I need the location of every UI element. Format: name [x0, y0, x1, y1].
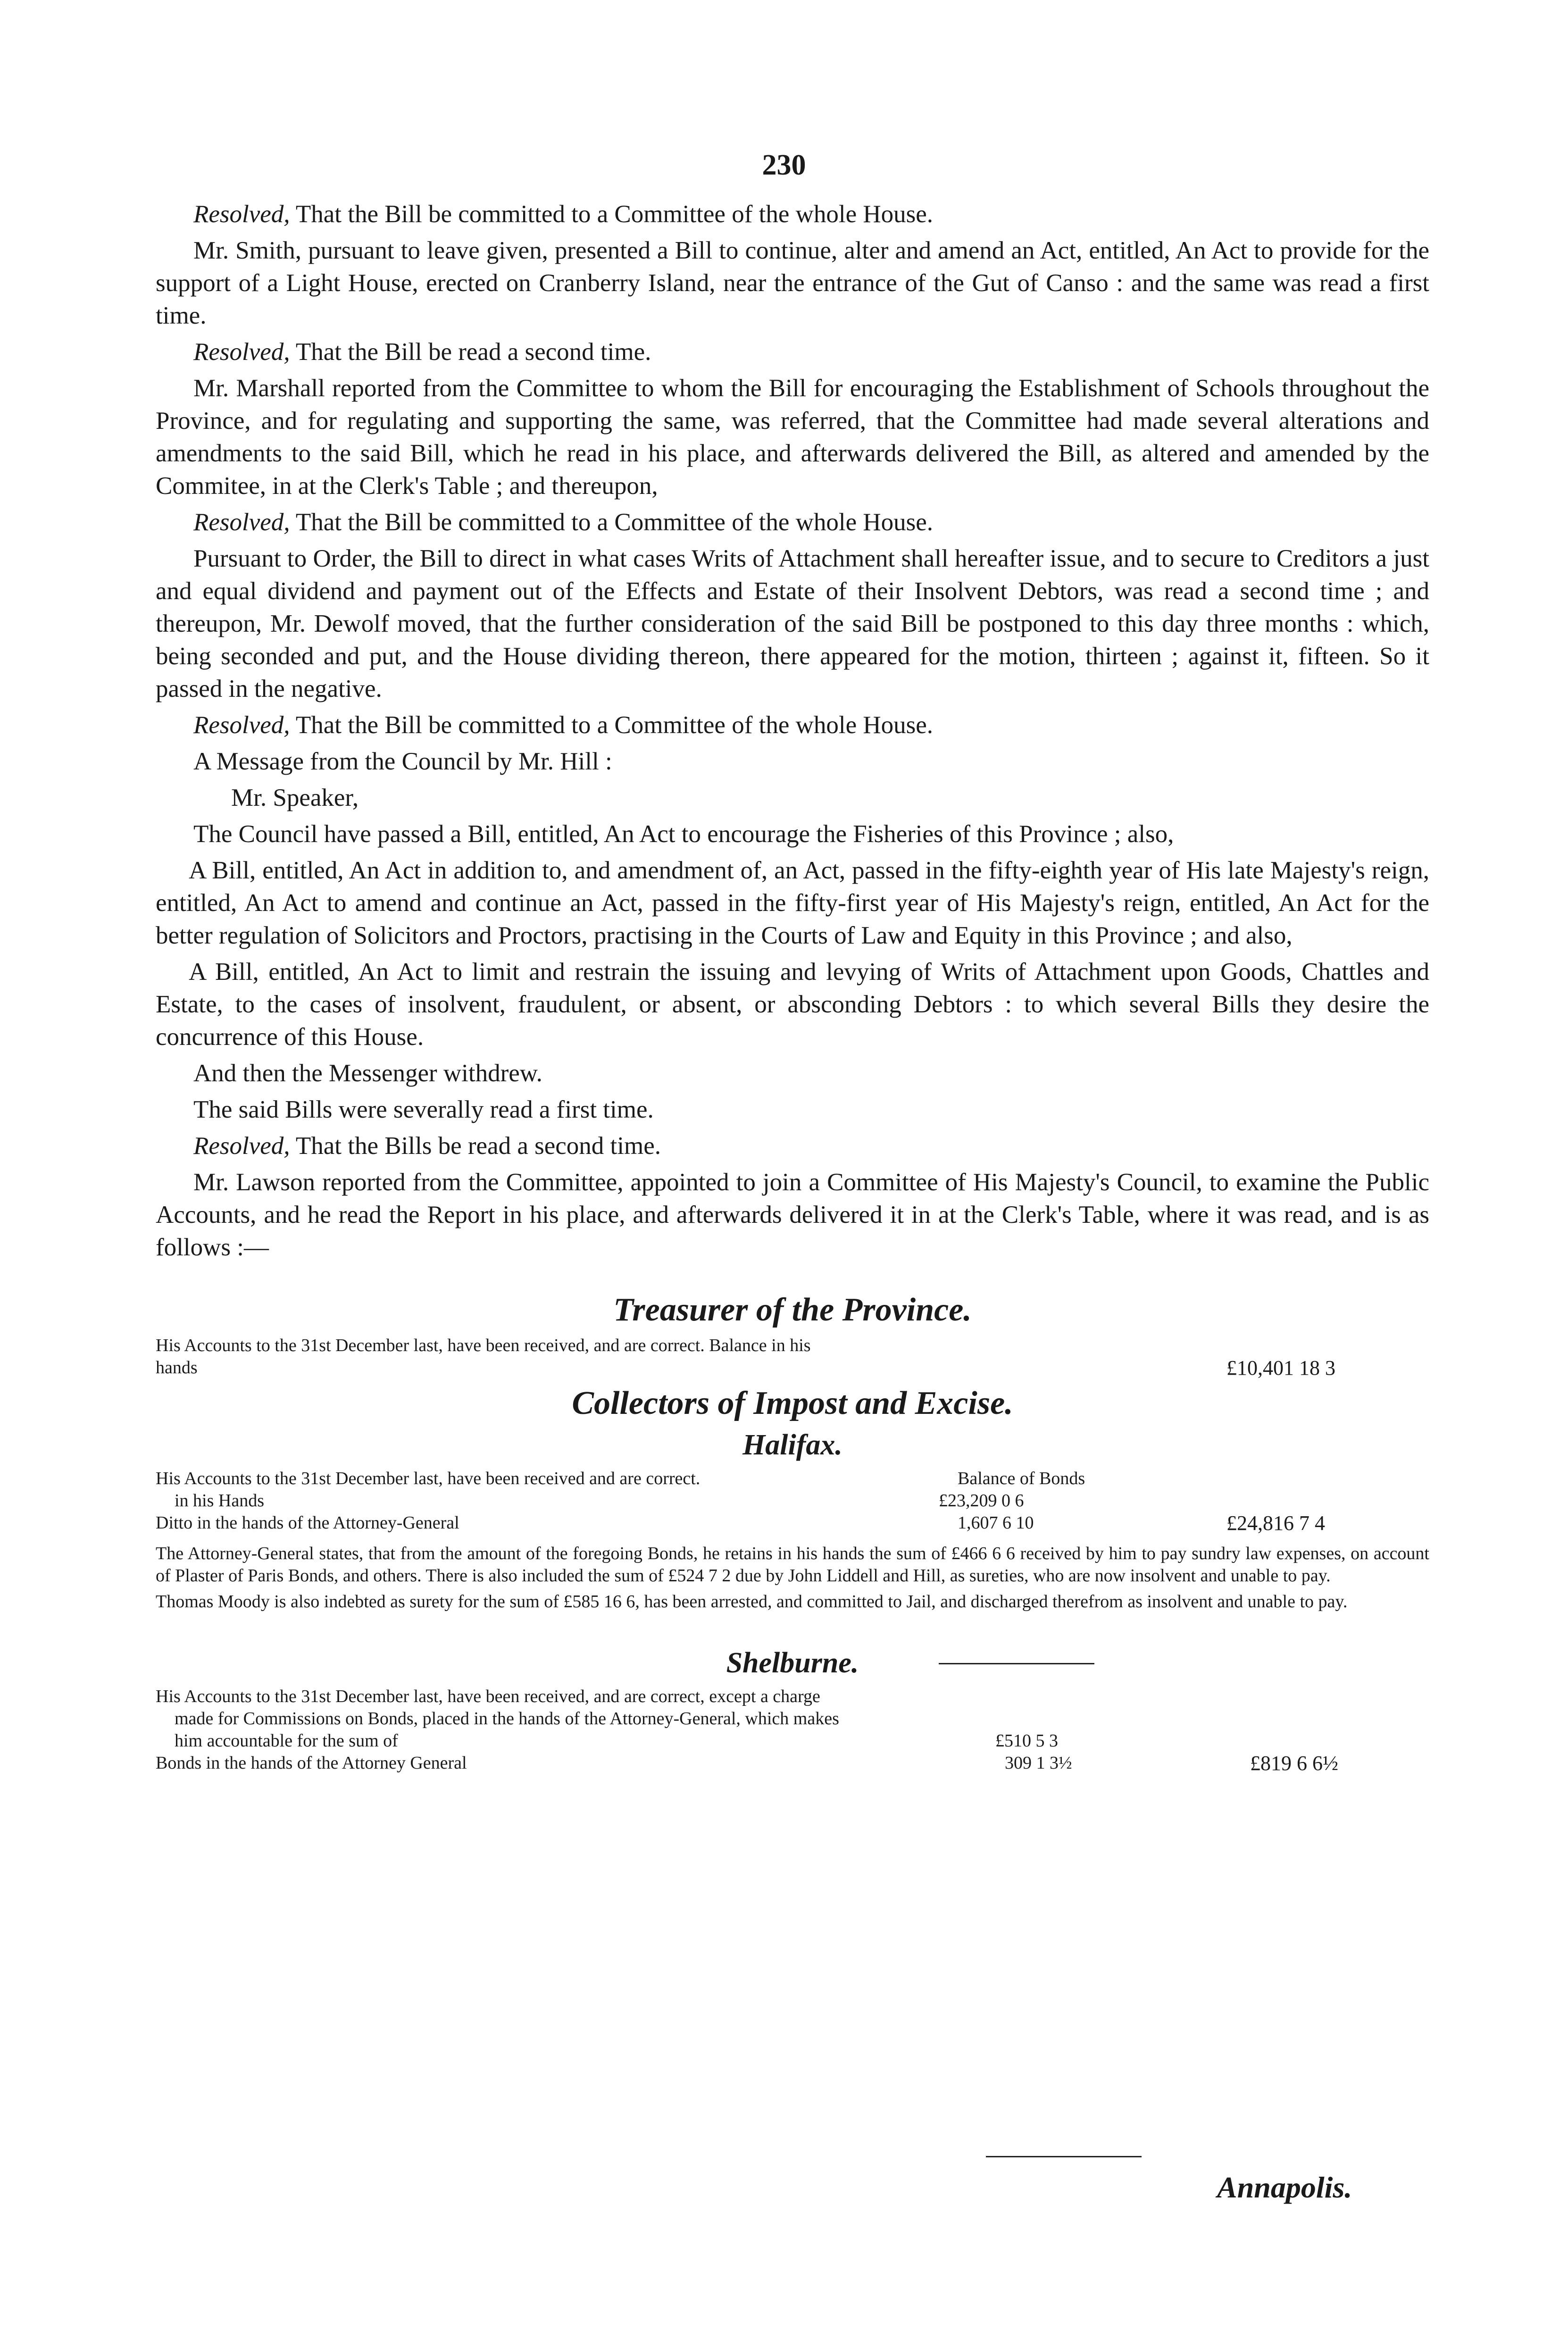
paragraph-7 — [156, 709, 1429, 742]
halifax-row-1 — [156, 1468, 1429, 1490]
sum-rule-shelburne — [986, 2156, 1142, 2157]
paragraph-6 — [156, 543, 1429, 705]
paragraph-5 — [156, 506, 1429, 539]
halifax-row-2 — [156, 1490, 1429, 1512]
paragraph-9 — [156, 782, 1429, 814]
halifax-total: £24,816 7 4 — [1226, 1512, 1325, 1535]
text: That the Bills be read a second time. — [290, 1132, 661, 1160]
text: Mr. Smith, pursuant to leave given, presented a Bill to continue, alter and amend an Act, entitled, An Act to provide for the support of a Light House, erected on Cranberry Island, near the entrance of the Gut of Canso : and the same was read a first time. — [156, 237, 1429, 329]
shelburne-total: £819 6 6½ — [1250, 1752, 1338, 1775]
collectors-heading: Collectors of Impost and Excise. — [572, 1385, 1013, 1421]
paragraph-1 — [156, 198, 1429, 231]
halifax-text-3: Ditto in the hands of the Attorney-General — [156, 1513, 459, 1533]
note-text: The Attorney-General states, that from the amount of the foregoing Bonds, he retains in his hands the sum of £466 6 6 received by him to pay sundry law expenses, on account of Plaster of Paris Bonds, and others. There is also included the sum of £524 7 2 due by John Liddell and Hill, as sureties, who are now insolvent and unable to pay. — [156, 1544, 1429, 1586]
paragraph-10 — [156, 818, 1429, 851]
text: Pursuant to Order, the Bill to direct in what cases Writs of Attachment shall hereafter issue, and to secure to Creditors a just and equal dividend and payment out of the Effects and Estate of their Insolvent Debtors, was read a second time ; and thereupon, Mr. Dewolf moved, that the further consideration of the said Bill be postponed to this day three months : which, being seconded and put, and the House dividing thereon, there appeared for the motion, thirteen ; against it, fifteen. So it passed in the negative. — [156, 545, 1429, 702]
treasurer-text-2: hands — [156, 1358, 198, 1378]
paragraph-8 — [156, 745, 1429, 778]
shelburne-amount-1: £510 5 3 — [995, 1731, 1058, 1751]
text: And then the Messenger withdrew. — [193, 1060, 542, 1087]
lead: Resolved, — [193, 338, 290, 366]
paragraph-4 — [156, 372, 1429, 502]
text: A Bill, entitled, An Act in addition to, and amendment of, an Act, passed in the fifty-eighth year of His late Majesty's reign, entitled, An Act to amend and continue an Act, passed in the fifty-first year of His Majesty's reign, entitled, An Act for the better regulation of Solicitors and Proctors, practising in the Courts of Law and Equity in this Province ; and also, — [156, 857, 1429, 949]
treasurer-text-1: His Accounts to the 31st December last, have been received, and are correct. Balance in his — [156, 1336, 811, 1355]
lead: Resolved, — [193, 509, 290, 536]
shelburne-text-2: made for Commissions on Bonds, placed in the hands of the Attorney-General, which makes — [175, 1709, 839, 1729]
shelburne-text-4: Bonds in the hands of the Attorney General — [156, 1753, 467, 1773]
paragraph-2 — [156, 234, 1429, 332]
text: Mr. Speaker, — [231, 784, 359, 811]
lead: Resolved, — [193, 711, 290, 739]
shelburne-text-3: him accountable for the sum of — [175, 1731, 398, 1751]
paragraph-16 — [156, 1166, 1429, 1264]
shelburne-row-2 — [156, 1708, 1429, 1730]
halifax-text-1: His Accounts to the 31st December last, have been received and are correct. — [156, 1469, 701, 1488]
halifax-note-1 — [156, 1543, 1429, 1587]
text: That the Bill be committed to a Committee of the whole House. — [290, 711, 934, 739]
text: That the Bill be committed to a Committee of the whole House. — [290, 509, 934, 536]
shelburne-text-1: His Accounts to the 31st December last, have been received, and are correct, except a charge — [156, 1687, 820, 1706]
journal-body — [156, 198, 1429, 1268]
shelburne-amount-2: 309 1 3½ — [1005, 1753, 1072, 1773]
treasurer-heading: Treasurer of the Province. — [613, 1292, 972, 1328]
lead: Resolved, — [193, 200, 290, 228]
halifax-bonds-amount: £23,209 0 6 — [939, 1491, 1024, 1511]
paragraph-15 — [156, 1130, 1429, 1162]
halifax-text-2: in his Hands — [175, 1491, 264, 1511]
text: Mr. Lawson reported from the Committee, appointed to join a Committee of His Majesty's Council, to examine the Public Accounts, and he read the Report in his place, and afterwards delivered it in at the Clerk's Table, where it was read, and is as follows :— — [156, 1169, 1429, 1261]
shelburne-row-4 — [156, 1752, 1429, 1774]
text: Mr. Marshall reported from the Committee to whom the Bill for encouraging the Establishment of Schools throughout the Province, and for regulating and supporting the same, was referred, that the Committee had made several alterations and amendments to the said Bill, which he read in his place, and afterwards delivered the Bill, as altered and amended by the Commitee, in at the Clerk's Table ; and thereupon, — [156, 375, 1429, 500]
paragraph-12 — [156, 956, 1429, 1053]
treasurer-row-1 — [156, 1335, 1429, 1357]
halifax-ag-amount: 1,607 6 10 — [958, 1513, 1034, 1533]
page-number: 230 — [762, 149, 806, 181]
sum-rule-halifax — [939, 1663, 1094, 1664]
halifax-row-3 — [156, 1512, 1429, 1534]
text: A Bill, entitled, An Act to limit and restrain the issuing and levying of Writs of Attachment upon Goods, Chattles and Estate, to the cases of insolvent, fraudulent, or absent, or absconding Debtors : to which several Bills they desire the concurrence of this House. — [156, 958, 1429, 1051]
text: The said Bills were severally read a first time. — [193, 1096, 654, 1123]
text: The Council have passed a Bill, entitled, An Act to encourage the Fisheries of this Province ; also, — [193, 820, 1174, 848]
halifax-balance-label: Balance of Bonds — [958, 1469, 1085, 1488]
shelburne-heading: Shelburne. — [726, 1647, 859, 1679]
annapolis-heading: Annapolis. — [1217, 2171, 1352, 2204]
shelburne-row-3 — [156, 1730, 1429, 1752]
paragraph-3 — [156, 336, 1429, 368]
halifax-heading: Halifax. — [742, 1429, 842, 1461]
paragraph-14 — [156, 1094, 1429, 1126]
public-accounts-report — [156, 1286, 1429, 1774]
shelburne-row-1 — [156, 1686, 1429, 1708]
halifax-note-2 — [156, 1591, 1429, 1613]
paragraph-13 — [156, 1057, 1429, 1090]
treasurer-row-2 — [156, 1357, 1429, 1379]
text: That the Bill be read a second time. — [290, 338, 651, 366]
treasurer-amount: £10,401 18 3 — [1226, 1356, 1335, 1379]
text: A Message from the Council by Mr. Hill : — [193, 748, 612, 775]
note-text: Thomas Moody is also indebted as surety for the sum of £585 16 6, has been arrested, and committed to Jail, and discharged therefrom as insolvent and unable to pay. — [156, 1592, 1348, 1612]
lead: Resolved, — [193, 1132, 290, 1160]
text: That the Bill be committed to a Committee of the whole House. — [290, 200, 934, 228]
paragraph-11 — [156, 854, 1429, 952]
